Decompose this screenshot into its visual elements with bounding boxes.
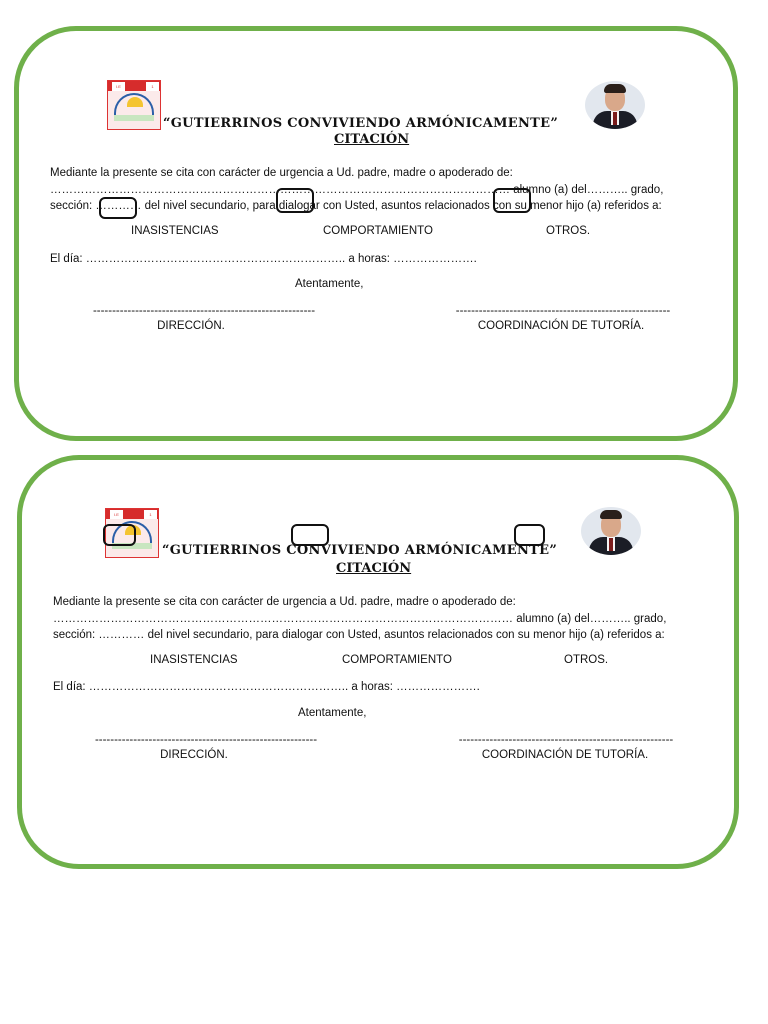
signature-label-direccion: DIRECCIÓN. bbox=[160, 749, 228, 761]
option-comportamiento: COMPORTAMIENTO bbox=[323, 225, 433, 237]
card-subtitle: CITACIÓN bbox=[334, 132, 410, 147]
citation-paragraph bbox=[50, 165, 703, 215]
signature-label-tutoria: COORDINACIÓN DE TUTORÍA. bbox=[481, 749, 649, 761]
paragraph-line: ………………………………………………………………………………………………………… alumno (a) del……….. grado, bbox=[50, 183, 664, 196]
card-subtitle: CITACIÓN bbox=[336, 561, 412, 576]
signature-line-direccion: ---------------------------------------------------------- bbox=[92, 305, 316, 317]
checkbox-comportamiento[interactable] bbox=[291, 524, 329, 546]
option-inasistencias: INASISTENCIAS bbox=[150, 654, 238, 666]
closing-text: Atentamente, bbox=[298, 707, 367, 719]
student-photo-icon bbox=[581, 507, 641, 555]
card-title: “GUTIERRINOS CONVIVIENDO ARMÓNICAMENTE” bbox=[163, 116, 559, 131]
school-logo-icon: I.E 1 bbox=[107, 80, 161, 130]
option-inasistencias: INASISTENCIAS bbox=[131, 225, 219, 237]
date-line: El día: ………………………………………………………….. a horas: …………………. bbox=[50, 253, 477, 265]
paragraph-line: sección: ………… del nivel secundario, para dialogar con Usted, asuntos relacionados con su menor hijo (a) referidos a: bbox=[50, 200, 662, 212]
checkbox-comportamiento[interactable] bbox=[276, 188, 314, 213]
signature-label-direccion: DIRECCIÓN. bbox=[157, 320, 225, 332]
paragraph-line: ………………………………………………………………………………………………………… alumno (a) del……….. grado, bbox=[53, 612, 667, 625]
school-logo-icon: I.E 1 bbox=[105, 508, 159, 558]
citation-paragraph bbox=[53, 594, 703, 644]
checkbox-inasistencias[interactable] bbox=[99, 197, 137, 219]
option-otros: OTROS. bbox=[546, 225, 591, 237]
paragraph-line: Mediante la presente se cita con carácter de urgencia a Ud. padre, madre o apoderado de: bbox=[53, 596, 516, 608]
signature-line-tutoria: -------------------------------------------------------- bbox=[455, 305, 671, 317]
checkbox-otros[interactable] bbox=[493, 188, 531, 213]
option-otros: OTROS. bbox=[564, 654, 609, 666]
student-photo-icon bbox=[585, 81, 645, 129]
checkbox-otros[interactable] bbox=[514, 524, 545, 546]
checkbox-inasistencias[interactable] bbox=[103, 524, 136, 546]
signature-label-tutoria: COORDINACIÓN DE TUTORÍA. bbox=[477, 320, 645, 332]
option-comportamiento: COMPORTAMIENTO bbox=[342, 654, 452, 666]
paragraph-line: sección: ………… del nivel secundario, para dialogar con Usted, asuntos relacionados con su menor hijo (a) referidos a: bbox=[53, 629, 665, 641]
closing-text: Atentamente, bbox=[295, 278, 364, 290]
signature-line-tutoria: -------------------------------------------------------- bbox=[458, 734, 674, 746]
signature-line-direccion: ---------------------------------------------------------- bbox=[94, 734, 318, 746]
paragraph-line: Mediante la presente se cita con carácter de urgencia a Ud. padre, madre o apoderado de: bbox=[50, 167, 513, 179]
card-title: “GUTIERRINOS CONVIVIENDO ARMÓNICAMENTE” bbox=[162, 543, 558, 558]
date-line: El día: ………………………………………………………….. a horas: …………………. bbox=[53, 681, 480, 693]
